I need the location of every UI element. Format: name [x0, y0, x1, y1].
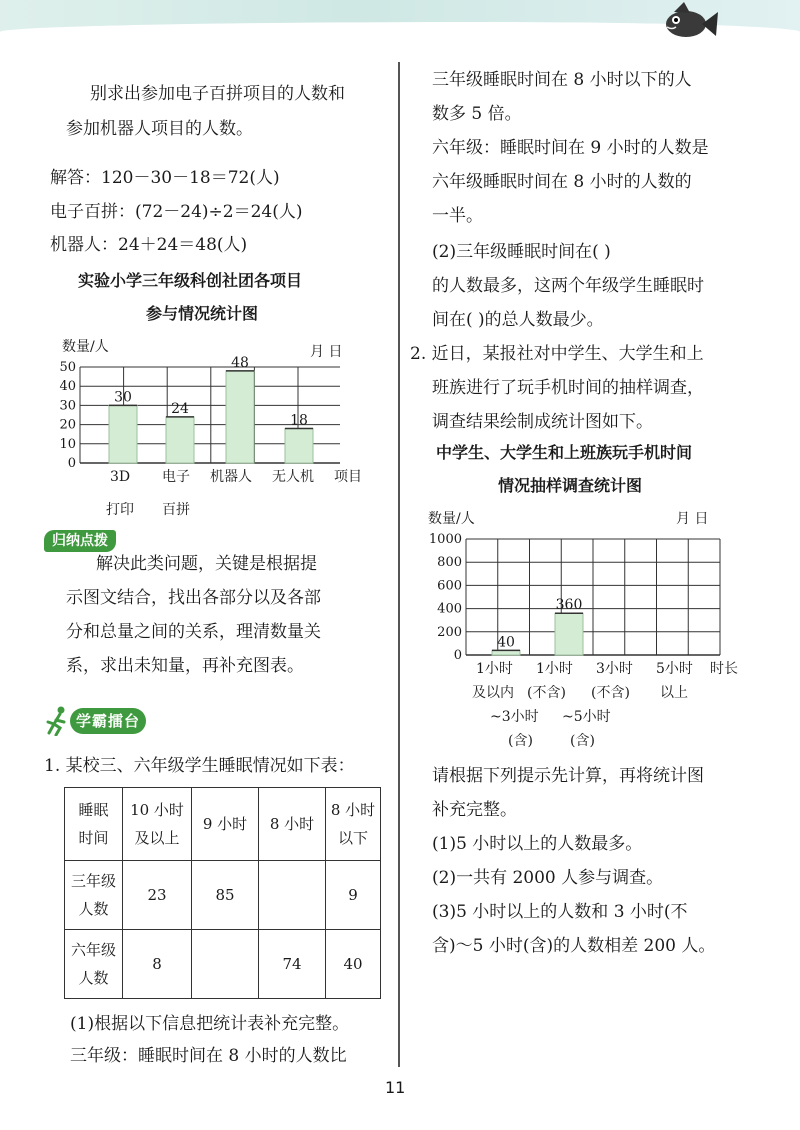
table-cell: 40: [326, 930, 381, 999]
y-tick-label: 20: [59, 417, 76, 433]
q1-stem: 1. 某校三、六年级学生睡眠情况如下表：: [44, 756, 355, 776]
data-label: 40: [497, 634, 515, 651]
bar: [166, 417, 194, 463]
table-header: 8 小时: [259, 788, 326, 861]
chart2-cat3-line2: (不含): [591, 685, 630, 701]
table-row-label: 六年级 人数: [65, 930, 123, 999]
chart2-cat2-line4: (含): [508, 733, 533, 749]
chart2-cat1-line2: 及以内: [472, 685, 514, 701]
bar: [285, 428, 313, 463]
table-cell: 23: [123, 861, 192, 930]
tip-badge: 归纳点拨: [44, 530, 116, 552]
chart1-cat1-line1: 3D: [110, 469, 131, 485]
q2-line-2: 班族进行了玩手机时间的抽样调查，: [432, 378, 704, 398]
chart2-date: 月 日: [676, 511, 709, 527]
right-line-8: 间在( )的总人数最少。: [432, 310, 604, 330]
answer-line-3: 机器人：24＋24＝48(人): [50, 235, 248, 255]
table-row: [65, 788, 381, 861]
hint-3-line-2: 含)～5 小时(含)的人数相差 200 人。: [432, 936, 716, 956]
table-row-label: 三年级 人数: [65, 861, 123, 930]
chart2-cat2-line3: ~3小时: [490, 709, 539, 725]
y-tick-label: 0: [453, 648, 462, 663]
bar: [555, 613, 583, 655]
y-tick-label: 10: [59, 436, 76, 452]
column-divider: [398, 62, 400, 1067]
right-line-3: 六年级：睡眠时间在 9 小时的人数是: [432, 138, 709, 158]
chart1-cat2-line2: 百拼: [162, 502, 190, 518]
table-cell: 85: [192, 861, 259, 930]
y-tick-label: 800: [437, 555, 462, 571]
table-cell: 74: [259, 930, 326, 999]
hint-2: (2)一共有 2000 人参与调查。: [432, 868, 664, 888]
y-tick-label: 30: [59, 398, 76, 414]
table-header: 9 小时: [192, 788, 259, 861]
runner-icon: [46, 706, 70, 736]
chart1-subtitle: 参与情况统计图: [146, 304, 259, 323]
y-tick-label: 40: [59, 379, 76, 395]
y-tick-label: 0: [67, 456, 76, 471]
y-tick-label: 50: [59, 360, 76, 375]
right-line-5: 一半。: [432, 206, 483, 226]
sleep-table: [64, 787, 381, 999]
table-cell: [259, 861, 326, 930]
q2-line-3: 调查结果绘制成统计图如下。: [432, 412, 653, 432]
right-line-2: 数多 5 倍。: [432, 104, 522, 124]
chart2-cat2-line1: 1小时: [536, 661, 573, 677]
after-line-1: 请根据下列提示先计算，再将统计图: [432, 766, 704, 786]
table-row: [65, 930, 381, 999]
right-line-4: 六年级睡眠时间在 8 小时的人数的: [432, 172, 692, 192]
chart2-subtitle: 情况抽样调查统计图: [498, 476, 643, 495]
y-tick-label: 400: [437, 601, 462, 617]
bar: [109, 405, 137, 463]
data-label: 24: [171, 400, 189, 417]
table-cell: 9: [326, 861, 381, 930]
table-row: [65, 861, 381, 930]
chart1-svg: [40, 355, 340, 475]
chart1-ylabel: 数量/人: [62, 339, 109, 355]
fish-icon: [650, 0, 720, 48]
chart1-cat2-line1: 电子: [162, 469, 190, 485]
tip-line-2: 示图文结合，找出各部分以及各部: [66, 588, 321, 608]
chart2-svg: [420, 530, 740, 670]
q2-line-1: 2. 近日，某报社对中学生、大学生和上: [410, 344, 704, 364]
table-cell: 8: [123, 930, 192, 999]
table-header: 10 小时 及以上: [123, 788, 192, 861]
table-cell: [192, 930, 259, 999]
hint-3-line-1: (3)5 小时以上的人数和 3 小时(不: [432, 902, 688, 922]
answer-line-1: 解答：120－30－18＝72(人): [50, 168, 280, 188]
chart1-cat3: 机器人: [210, 469, 252, 485]
intro-line-2: 参加机器人项目的人数。: [66, 119, 253, 139]
chart1-xaxis-label: 项目: [334, 469, 362, 485]
chart2-cat4-line1: 5小时: [656, 661, 693, 677]
right-line-1: 三年级睡眠时间在 8 小时以下的人: [432, 70, 692, 90]
chart2-cat2-line2: (不含): [527, 685, 566, 701]
y-tick-label: 600: [437, 578, 462, 594]
chart2-cat3-line3: ~5小时: [562, 709, 611, 725]
chart2-xaxis-label: 时长: [710, 661, 738, 677]
data-label: 30: [114, 389, 132, 406]
tip-line-3: 分和总量之间的关系，理清数量关: [66, 622, 321, 642]
y-tick-label: 1000: [428, 532, 462, 547]
chart1-title: 实验小学三年级科创社团各项目: [78, 271, 303, 290]
chart2-cat1-line1: 1小时: [476, 661, 513, 677]
chart2-cat3-line4: (含): [570, 733, 595, 749]
tip-line-1: 解决此类问题，关键是根据提: [96, 554, 317, 574]
data-label: 360: [555, 597, 583, 614]
section-badge: 学霸擂台: [70, 708, 146, 734]
answer-line-2: 电子百拼：(72－24)÷2＝24(人): [50, 202, 303, 222]
chart2-cat4-line2: 以上: [660, 685, 688, 701]
table-corner: 睡眠 时间: [65, 788, 123, 861]
chart2-title: 中学生、大学生和上班族玩手机时间: [436, 443, 693, 462]
right-line-7: 的人数最多，这两个年级学生睡眠时: [432, 276, 704, 296]
after-line-2: 补充完整。: [432, 800, 517, 820]
tip-line-4: 系，求出未知量，再补充图表。: [66, 656, 304, 676]
q1-sub1: (1)根据以下信息把统计表补充完整。: [70, 1014, 350, 1034]
chart2-ylabel: 数量/人: [428, 511, 475, 527]
chart1-cat1-line2: 打印: [106, 502, 134, 518]
chart1-date: 月 日: [310, 344, 343, 360]
right-line-6: (2)三年级睡眠时间在( ): [432, 242, 611, 262]
page-number: 11: [385, 1078, 406, 1097]
chart1-cat4: 无人机: [272, 469, 314, 485]
data-label: 18: [290, 412, 308, 429]
hint-1: (1)5 小时以上的人数最多。: [432, 834, 643, 854]
y-tick-label: 200: [437, 624, 462, 640]
intro-line-1: 别求出参加电子百拼项目的人数和: [90, 84, 345, 104]
table-header: 8 小时 以下: [326, 788, 381, 861]
q1-sub1-line2: 三年级：睡眠时间在 8 小时的人数比: [70, 1046, 347, 1066]
chart2-cat3-line1: 3小时: [596, 661, 633, 677]
bar: [226, 371, 254, 463]
data-label: 48: [231, 355, 249, 371]
